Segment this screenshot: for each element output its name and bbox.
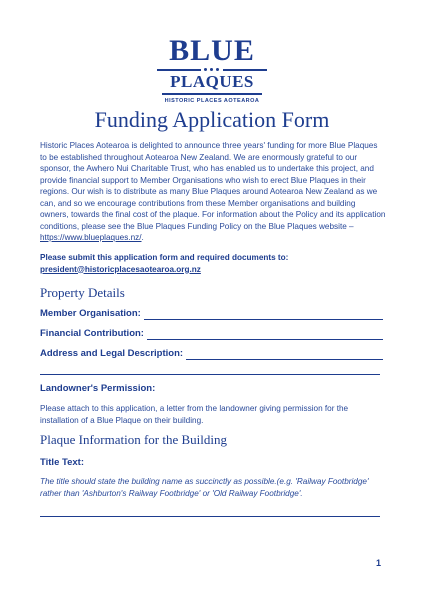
plaque-information-heading: Plaque Information for the Building — [40, 432, 228, 447]
intro-paragraph — [40, 140, 386, 244]
intro-text: Historic Places Aotearoa is delighted to announce three years' funding for more Blue Plaques to be established throughout Aotearoa New Zealand. We are enormously grateful to our sponsor, the Awhero Nui Charitable Trust, who has enabled us to undertake this project, and provide financial support to Member Organisations who wish to erect Blue Plaques in their regions. Our wish is to distribute as many Blue Plaques around Aotearoa New Zealand as we can, and so we encourage contributions from these Member organisations and building owners, towards the final cost of the plaque. For information about the Policy and its application conditions, please see the Blue Plaques Funding Policy on the Blue Plaques website – — [40, 141, 386, 231]
blue-plaques-logo — [0, 36, 424, 104]
title-text-answer-line[interactable] — [40, 516, 380, 517]
property-details-heading: Property Details — [40, 285, 125, 300]
intro-end: . — [141, 233, 144, 242]
title-text-heading: Title Text: — [40, 457, 84, 468]
address-blank[interactable] — [186, 349, 383, 360]
logo-divider-dot — [210, 68, 213, 71]
logo-word-blue: BLUE — [169, 34, 255, 67]
submission-instructions — [40, 252, 386, 275]
address-label: Address and Legal Description: — [40, 348, 184, 359]
logo-divider-left-line — [157, 69, 201, 71]
logo-underline — [162, 93, 262, 95]
submission-text: Please submit this application form and required documents to: — [40, 253, 289, 262]
financial-contribution-blank[interactable] — [147, 329, 383, 340]
financial-contribution-field[interactable] — [40, 326, 383, 340]
address-continuation-line[interactable] — [40, 374, 380, 375]
member-organisation-field[interactable] — [40, 306, 383, 320]
website-link[interactable]: https://www.blueplaques.nz/ — [40, 233, 142, 242]
address-field[interactable] — [40, 346, 383, 360]
submission-email-link[interactable]: president@historicplacesaotearoa.org.nz — [40, 264, 201, 274]
member-organisation-label: Member Organisation: — [40, 308, 141, 319]
logo-divider — [157, 68, 267, 71]
member-organisation-blank[interactable] — [144, 309, 383, 320]
logo-word-plaques: PLAQUES — [170, 72, 254, 91]
logo-divider-dot — [216, 68, 219, 71]
page-number: 1 — [376, 558, 382, 568]
page-title: Funding Application Form — [94, 107, 330, 132]
logo-divider-dot — [204, 68, 207, 71]
landowner-heading: Landowner's Permission: — [40, 383, 156, 394]
logo-divider-right-line — [223, 69, 267, 71]
landowner-paragraph: Please attach to this application, a letter from the landowner giving permission for the installation of a Blue Plaque on their building. — [40, 404, 349, 425]
title-text-instructions: The title should state the building name as succinctly as possible.(e.g. 'Railway Footbridge' rather than 'Ashburton's Railway Footbridge' or 'Old Railway Footbridge'. — [40, 477, 369, 498]
financial-contribution-label: Financial Contribution: — [40, 328, 144, 339]
logo-subtitle: HISTORIC PLACES AOTEAROA — [164, 97, 260, 104]
